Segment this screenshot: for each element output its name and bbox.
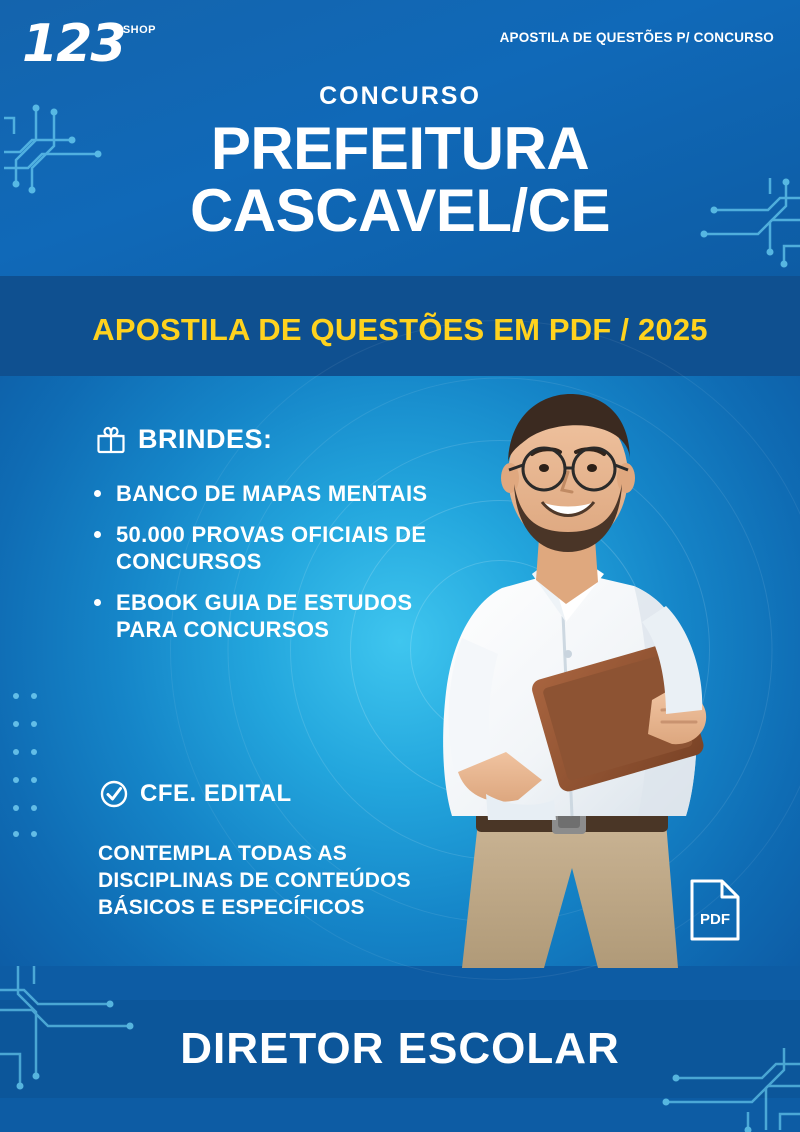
bonus-heading-label: BRINDES: xyxy=(138,424,273,454)
brand-logo-suffix: SHOP xyxy=(122,24,156,36)
edital-heading-label: CFE. EDITAL xyxy=(140,780,292,807)
check-circle-icon xyxy=(100,780,128,808)
page-title xyxy=(0,115,800,244)
edital-heading xyxy=(100,780,292,808)
page-title-line2: CASCAVEL/CE xyxy=(189,177,611,244)
pdf-file-icon xyxy=(686,878,744,942)
bonus-heading xyxy=(96,424,273,455)
list-item: EBOOK GUIA DE ESTUDOS PARA CONCURSOS xyxy=(92,589,432,643)
header-tagline: APOSTILA DE QUESTÕES P/ CONCURSO xyxy=(499,30,774,45)
edital-description: CONTEMPLA TODAS AS DISCIPLINAS DE CONTEÚDOS BÁSICOS E ESPECÍFICOS xyxy=(98,842,411,919)
brand-logo-text: 123 xyxy=(22,14,125,74)
pdf-badge-label: PDF xyxy=(700,911,730,928)
page-subtitle: APOSTILA DE QUESTÕES EM PDF / 2025 xyxy=(92,312,708,347)
pdf-badge xyxy=(686,878,744,947)
gift-icon xyxy=(96,425,126,455)
brand-logo[interactable] xyxy=(22,16,154,74)
bonus-list xyxy=(92,480,432,657)
footer-role: DIRETOR ESCOLAR xyxy=(180,1024,620,1073)
header-kicker: CONCURSO xyxy=(319,82,481,110)
list-item: BANCO DE MAPAS MENTAIS xyxy=(92,480,432,507)
page-title-line1: PREFEITURA xyxy=(210,115,590,182)
list-item: 50.000 PROVAS OFICIAIS DE CONCURSOS xyxy=(92,521,432,575)
